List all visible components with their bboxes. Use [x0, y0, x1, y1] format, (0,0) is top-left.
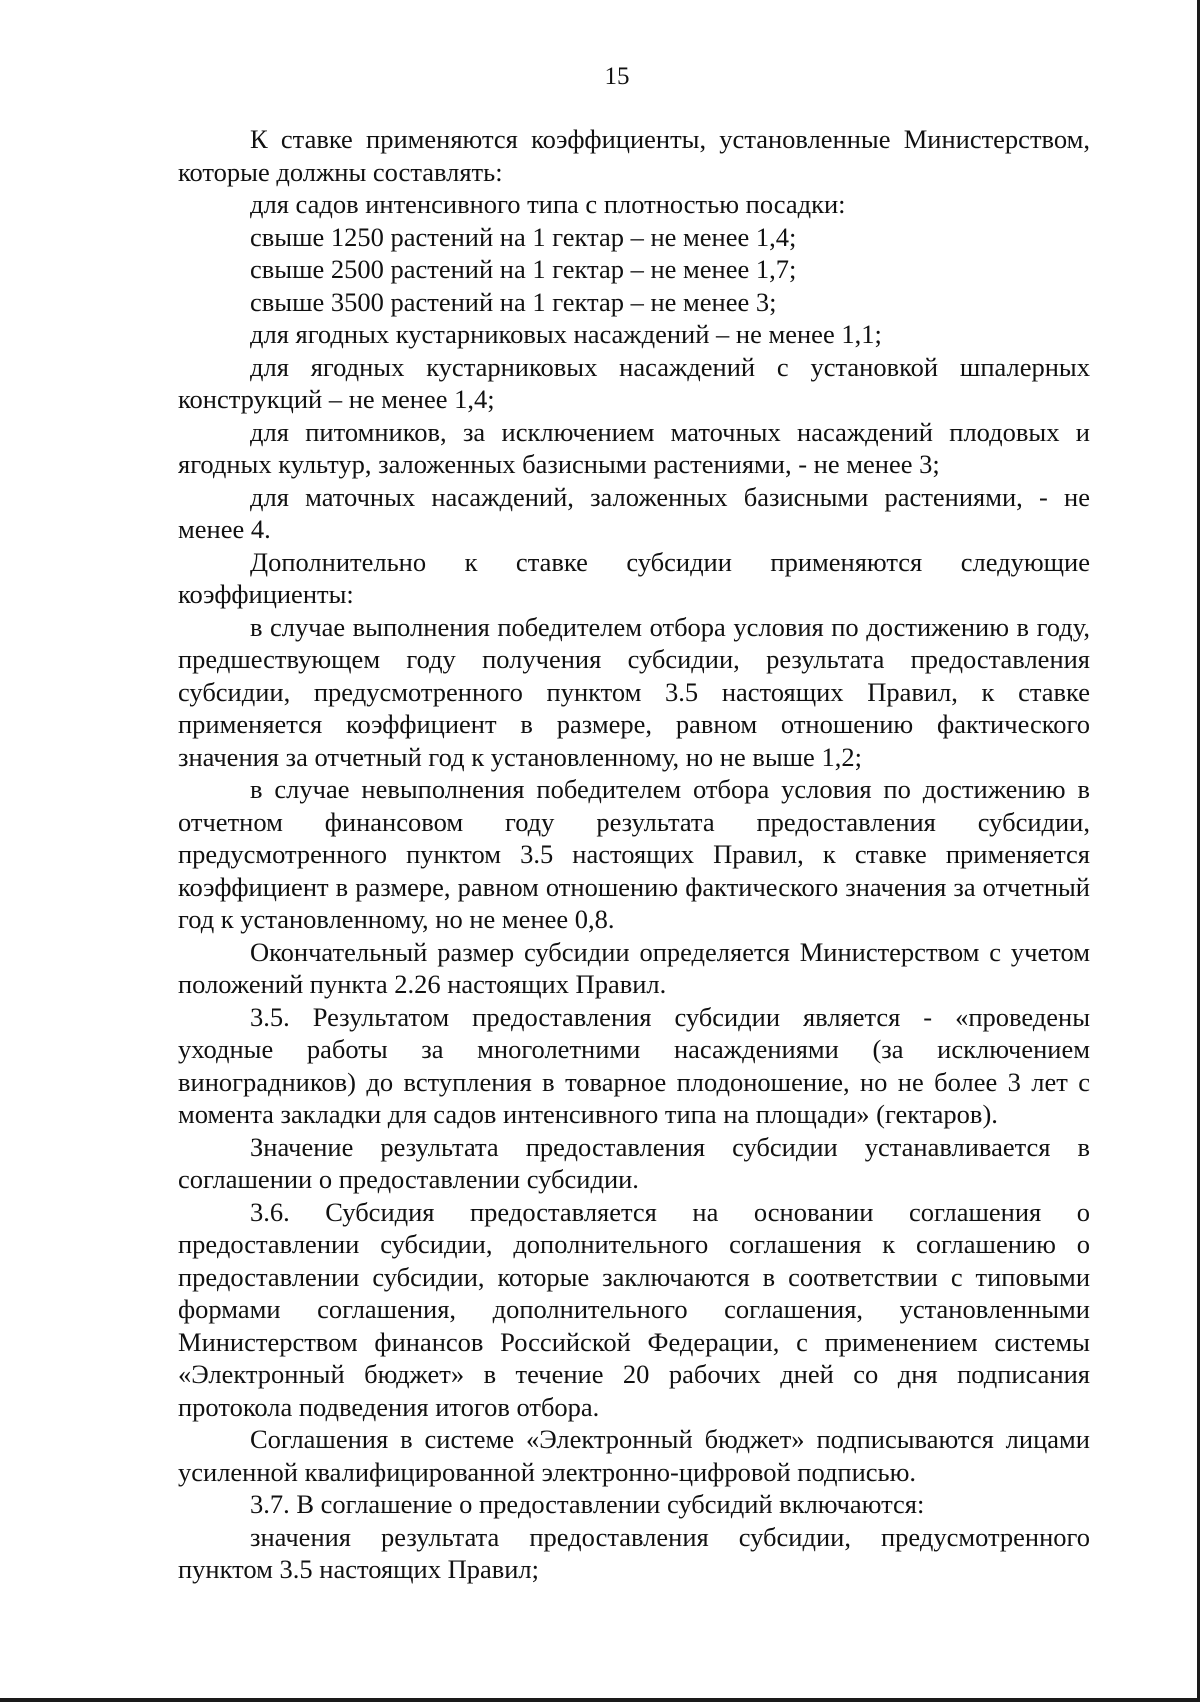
- paragraph: свыше 3500 растений на 1 гектар – не менее 3;: [250, 286, 777, 317]
- paragraph: для ягодных кустарниковых насаждений – не менее 1,1;: [250, 319, 882, 349]
- paragraph: значения результата предоставления субсидии, предусмотренного пунктом 3.5 настоящих Правил;: [178, 1521, 1090, 1584]
- paragraph: 3.5. Результатом предоставления субсидии является - «проведены уходные работы за многолетними насаждениями (за исключением виноградников) до вступления в товарное плодоношение, но не более 3 лет с момента закладки для садов интенсивного типа на площади» (гектаров).: [178, 1001, 1090, 1129]
- paragraph: свыше 2500 растений на 1 гектар – не менее 1,7;: [250, 254, 797, 284]
- paragraph: Значение результата предоставления субсидии устанавливается в соглашении о предоставлении субсидии.: [178, 1131, 1090, 1194]
- paragraph: для питомников, за исключением маточных насаждений плодовых и ягодных культур, заложенных базисными растениями, - не менее 3;: [178, 416, 1090, 479]
- page-number: 15: [604, 63, 630, 90]
- paragraph: для маточных насаждений, заложенных базисными растениями, - не менее 4.: [178, 481, 1090, 544]
- paragraph: в случае невыполнения победителем отбора условия по достижению в отчетном финансовом году результата предоставления субсидии, предусмотренного пунктом 3.5 настоящих Правил, к ставке применяется коэффициент в размере, равном отношению фактического значения за отчетный год к установленному, но не менее 0,8.: [178, 774, 1090, 934]
- paragraph: К ставке применяются коэффициенты, установленные Министерством, которые должны составлять:: [178, 124, 1090, 187]
- paragraph: Окончательный размер субсидии определяется Министерством с учетом положений пункта 2.26 настоящих Правил.: [178, 936, 1090, 999]
- paragraph: для ягодных кустарниковых насаждений с установкой шпалерных конструкций – не менее 1,4;: [178, 351, 1090, 414]
- paragraph: 3.6. Субсидия предоставляется на основании соглашения о предоставлении субсидии, дополнительного соглашения к соглашению о предоставлении субсидии, которые заключаются в соответствии с типовыми формами соглашения, дополнительного соглашения, установленными Министерством финансов Российской Федерации, с применением системы «Электронный бюджет» в течение 20 рабочих дней со дня подписания протокола подведения итогов отбора.: [178, 1196, 1090, 1422]
- scan-border-bottom: [0, 1698, 1200, 1702]
- paragraph: свыше 1250 растений на 1 гектар – не менее 1,4;: [250, 221, 797, 252]
- paragraph: 3.7. В соглашение о предоставлении субсидий включаются:: [250, 1489, 925, 1519]
- document-body: [178, 123, 1090, 1586]
- paragraph: Соглашения в системе «Электронный бюджет» подписываются лицами усиленной квалифицированной электронно-цифровой подписью.: [178, 1424, 1090, 1487]
- paragraph: в случае выполнения победителем отбора условия по достижению в году, предшествующем году получения субсидии, результата предоставления субсидии, предусмотренного пунктом 3.5 настоящих Правил, к ставке применяется коэффициент в размере, равном отношению фактического значения за отчетный год к установленному, но не выше 1,2;: [178, 611, 1090, 772]
- paragraph: для садов интенсивного типа с плотностью посадки:: [250, 189, 846, 219]
- paragraph: Дополнительно к ставке субсидии применяются следующие коэффициенты:: [178, 546, 1090, 609]
